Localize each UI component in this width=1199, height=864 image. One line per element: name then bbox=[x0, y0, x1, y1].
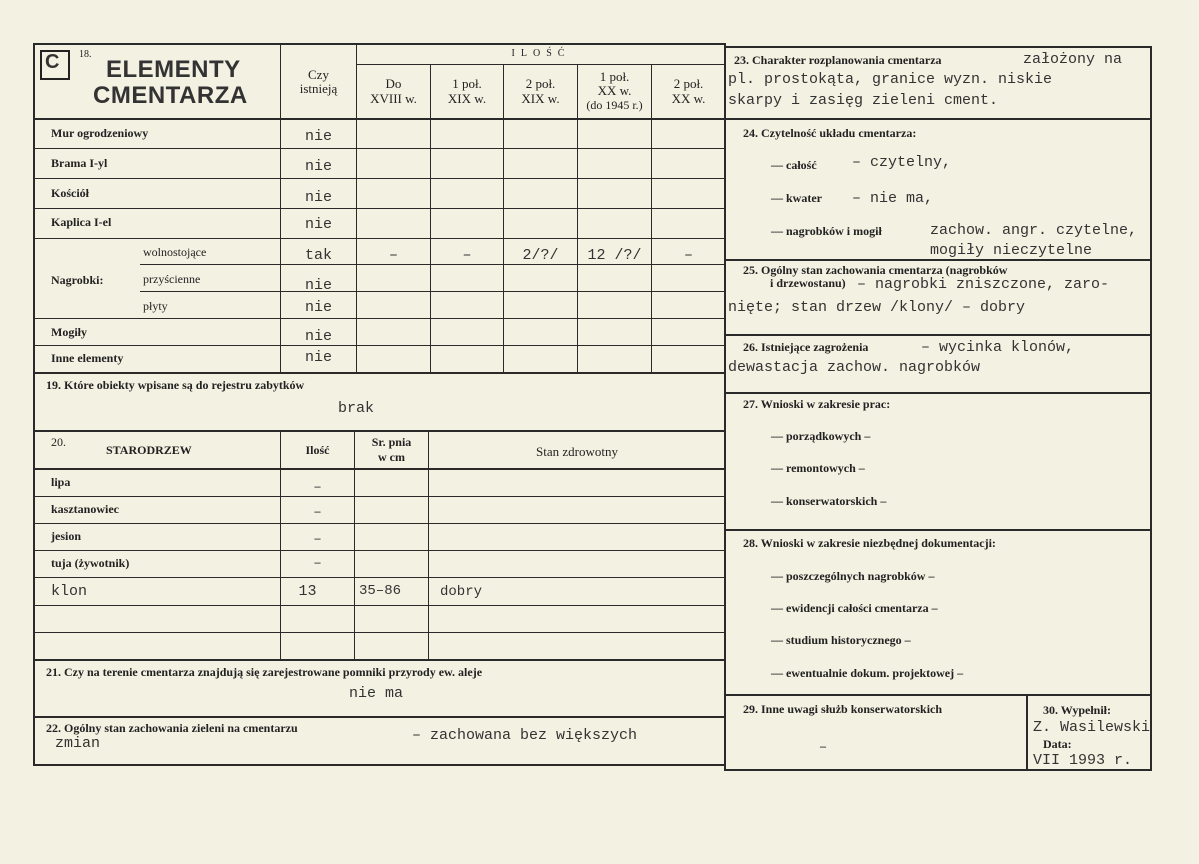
tree-health: dobry bbox=[440, 584, 483, 600]
s24-sub-2: — kwater bbox=[771, 191, 822, 205]
element-exists: nie bbox=[304, 216, 332, 233]
s20-col-stan: Stan zdrowotny bbox=[536, 444, 618, 459]
s30-date: VII 1993 r. bbox=[1033, 752, 1133, 769]
col-ilosc: ILOŚĆ bbox=[511, 48, 571, 59]
s28-item: — ewentualnie dokum. projektowej – bbox=[771, 666, 964, 680]
col-czy-2: istnieją bbox=[299, 81, 338, 96]
s23-value-2: pl. prostokąta, granice wyzn. niskie bbox=[728, 71, 1053, 88]
s24-label: 24. Czytelność układu cmentarza: bbox=[743, 126, 917, 140]
period-4-c: (do 1945 r.) bbox=[586, 98, 643, 112]
element-label: Kaplica I-el bbox=[51, 215, 112, 229]
s22-value-1: – zachowana bez większych bbox=[412, 727, 638, 744]
element-exists: nie bbox=[304, 328, 332, 345]
element-exists: nie bbox=[304, 158, 332, 175]
period-5-a: 2 poł. bbox=[673, 76, 704, 91]
element-label: Mur ogrodzeniowy bbox=[51, 126, 149, 140]
s20-col-sr-2: w cm bbox=[378, 450, 405, 464]
s25-label-2: i drzewostanu) bbox=[770, 276, 846, 290]
s19-value: brak bbox=[338, 400, 375, 417]
tree-diameter: 35–86 bbox=[359, 583, 402, 599]
element-exists: tak bbox=[304, 247, 332, 264]
period-4-b: XX w. bbox=[597, 83, 632, 98]
s27-item: — konserwatorskich – bbox=[771, 494, 887, 508]
s23-label: 23. Charakter rozplanowania cmentarza bbox=[734, 53, 942, 67]
quantity-cell: 12 /?/ bbox=[587, 247, 642, 264]
tree-name: klon bbox=[51, 583, 88, 600]
element-exists: nie bbox=[304, 128, 332, 145]
frame-right bbox=[1150, 46, 1152, 770]
element-label: Inne elementy bbox=[51, 351, 124, 365]
frame-left bbox=[33, 43, 35, 765]
tree-qty: – bbox=[314, 504, 321, 518]
period-2-a: 1 poł. bbox=[452, 76, 482, 91]
element-exists: nie bbox=[304, 299, 332, 316]
element-label: Brama I-yl bbox=[51, 156, 108, 170]
period-1-a: Do bbox=[385, 76, 402, 91]
s22-label: 22. Ogólny stan zachowania zieleni na cmentarzu bbox=[46, 721, 298, 735]
s20-no: 20. bbox=[51, 435, 66, 449]
s26-label: 26. Istniejące zagrożenia bbox=[743, 340, 869, 354]
s24-value-4: mogiły nieczytelne bbox=[930, 242, 1093, 259]
s24-value-2: – nie ma, bbox=[852, 190, 934, 207]
element-label: Mogiły bbox=[51, 325, 87, 339]
quantity-cell: – bbox=[388, 247, 398, 264]
quantity-cell: – bbox=[683, 247, 693, 264]
s28-item: — studium historycznego – bbox=[771, 633, 911, 647]
s19-label: 19. Które obiekty wpisane są do rejestru zabytków bbox=[46, 378, 305, 392]
title-line2: CMENTARZA bbox=[93, 82, 248, 109]
s22-value-2: zmian bbox=[55, 735, 101, 752]
s27-item: — remontowych – bbox=[771, 461, 865, 475]
period-1-b: XVIII w. bbox=[370, 91, 417, 106]
col-czy-1: Czy bbox=[308, 67, 329, 82]
s26-value-2: dewastacja zachow. nagrobków bbox=[728, 359, 981, 376]
nagrobki-label: Nagrobki: bbox=[51, 273, 104, 287]
tree-name: jesion bbox=[51, 529, 81, 543]
s20-title: STARODRZEW bbox=[106, 443, 192, 457]
s25-value-2: nięte; stan drzew /klony/ – dobry bbox=[728, 299, 1026, 316]
s25-value-1: – nagrobki zniszczone, zaro- bbox=[857, 276, 1110, 293]
quantity-cell: – bbox=[462, 247, 472, 264]
tree-name: kasztanowiec bbox=[51, 502, 119, 516]
s24-sub-1: — całość bbox=[771, 158, 817, 172]
period-3-a: 2 poł. bbox=[525, 76, 556, 91]
period-5-b: XX w. bbox=[671, 91, 706, 106]
period-2-b: XIX w. bbox=[447, 91, 487, 106]
period-3-b: XIX w. bbox=[521, 91, 560, 106]
section-18-no: 18. bbox=[79, 49, 92, 60]
tree-qty: – bbox=[314, 479, 321, 493]
s24-value-1: – czytelny, bbox=[852, 154, 952, 171]
frame-top-left bbox=[33, 43, 725, 45]
s25-label-1: 25. Ogólny stan zachowania cmentarza (nagrobków bbox=[743, 263, 1008, 277]
element-label: Kościół bbox=[51, 186, 89, 200]
element-label: płyty bbox=[143, 299, 168, 313]
element-label: przyścienne bbox=[143, 272, 201, 286]
s21-value: nie ma bbox=[349, 685, 404, 702]
s28-item: — poszczególnych nagrobków – bbox=[771, 569, 935, 583]
s30-date-label: Data: bbox=[1043, 737, 1072, 751]
tree-qty: – bbox=[314, 555, 321, 569]
s20-col-sr-1: Sr. pnia bbox=[371, 435, 412, 449]
tree-qty: 13 bbox=[298, 583, 317, 600]
s29-label: 29. Inne uwagi służb konserwatorskich bbox=[743, 702, 943, 716]
period-4-a: 1 poł. bbox=[599, 69, 630, 84]
tree-name: tuja (żywotnik) bbox=[51, 556, 130, 570]
tree-qty: – bbox=[314, 531, 321, 545]
element-exists: nie bbox=[304, 189, 332, 206]
s27-label: 27. Wnioski w zakresie prac: bbox=[743, 397, 891, 411]
element-exists: nie bbox=[304, 349, 332, 366]
s28-item: — ewidencji całości cmentarza – bbox=[771, 601, 938, 615]
s24-sub-3: — nagrobków i mogił bbox=[771, 224, 882, 238]
quantity-cell: 2/?/ bbox=[522, 247, 559, 264]
s28-label: 28. Wnioski w zakresie niezbędnej dokumentacji: bbox=[743, 536, 996, 550]
s24-value-3: zachow. angr. czytelne, bbox=[930, 222, 1138, 239]
s23-value-1: założony na bbox=[1023, 51, 1123, 68]
s30-label: 30. Wypełnił: bbox=[1043, 703, 1112, 717]
tree-name: lipa bbox=[51, 475, 71, 489]
frame-bottom-left bbox=[33, 764, 725, 766]
s20-col-ilosc: Ilość bbox=[305, 443, 330, 457]
s30-value: Z. Wasilewski bbox=[1033, 719, 1151, 736]
title-line1: ELEMENTY bbox=[106, 56, 241, 83]
element-exists: nie bbox=[304, 277, 332, 294]
s26-value-1: – wycinka klonów, bbox=[921, 339, 1075, 356]
s27-item: — porządkowych – bbox=[771, 429, 871, 443]
card-letter: C bbox=[45, 51, 60, 73]
s29-value: – bbox=[820, 739, 826, 753]
s21-label: 21. Czy na terenie cmentarza znajdują się zarejestrowane pomniki przyrody ew. aleje bbox=[46, 665, 483, 679]
element-label: wolnostojące bbox=[143, 245, 207, 259]
s23-value-3: skarpy i zasięg zieleni cment. bbox=[728, 92, 999, 109]
